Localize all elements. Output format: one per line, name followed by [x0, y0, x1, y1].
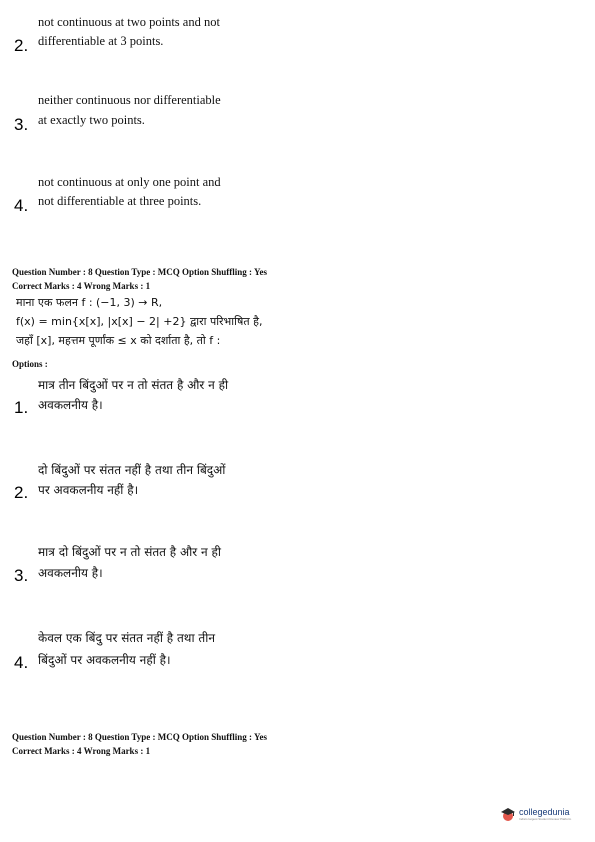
option-text-line1: केवल एक बिंदु पर संतत नहीं है तथा तीन [38, 631, 215, 645]
option-text-line1: दो बिंदुओं पर संतत नहीं है तथा तीन बिंदुओं [38, 463, 226, 477]
graduation-cap-icon [500, 806, 516, 822]
option-number: 2. [14, 36, 29, 55]
option-text-line1: neither continuous nor differentiable [38, 93, 221, 107]
option-text-line1: मात्र तीन बिंदुओं पर न तो संतत है और न ही [38, 378, 229, 392]
option-text-line2: not differentiable at three points. [38, 194, 202, 208]
option-number: 4. [14, 196, 29, 215]
option-text-line2: differentiable at 3 points. [38, 34, 164, 48]
next-question-marks: Correct Marks : 4 Wrong Marks : 1 [12, 746, 151, 756]
option-text-line2: at exactly two points. [38, 113, 145, 127]
option-text-line1: मात्र दो बिंदुओं पर न तो संतत है और न ही [38, 545, 221, 559]
option-number: 4. [14, 653, 29, 672]
option-text-line2: अवकलनीय है। [38, 566, 103, 580]
option-text-line2: पर अवकलनीय नहीं है। [38, 483, 139, 497]
question-marks: Correct Marks : 4 Wrong Marks : 1 [12, 281, 151, 291]
option-number: 1. [14, 398, 29, 417]
question-line-3: जहाँ [x], महत्तम पूर्णांक ≤ x को दर्शाता है, तो f : [16, 334, 221, 347]
logo-name: collegedunia [519, 807, 570, 817]
option-number: 3. [14, 566, 29, 585]
option-text-line2: अवकलनीय है। [38, 398, 103, 412]
option-number: 2. [14, 483, 29, 502]
option-text-line1: not continuous at two points and not [38, 15, 220, 29]
collegedunia-logo [500, 806, 571, 822]
option-text-line2: बिंदुओं पर अवकलनीय नहीं है। [38, 653, 171, 667]
question-meta: Question Number : 8 Question Type : MCQ Option Shuffling : Yes [12, 267, 267, 277]
option-number: 3. [14, 115, 29, 134]
question-line-2: f(x) = min{x[x], |x[x] − 2| +2} द्वारा परिभाषित है, [16, 315, 263, 328]
logo-tagline: India's largest Student Review Platform [519, 817, 572, 821]
next-question-meta: Question Number : 8 Question Type : MCQ Option Shuffling : Yes [12, 732, 267, 742]
option-text-line1: not continuous at only one point and [38, 175, 221, 189]
options-label: Options : [12, 359, 48, 369]
question-line-1: माना एक फलन f : (−1, 3) → R, [16, 296, 163, 309]
